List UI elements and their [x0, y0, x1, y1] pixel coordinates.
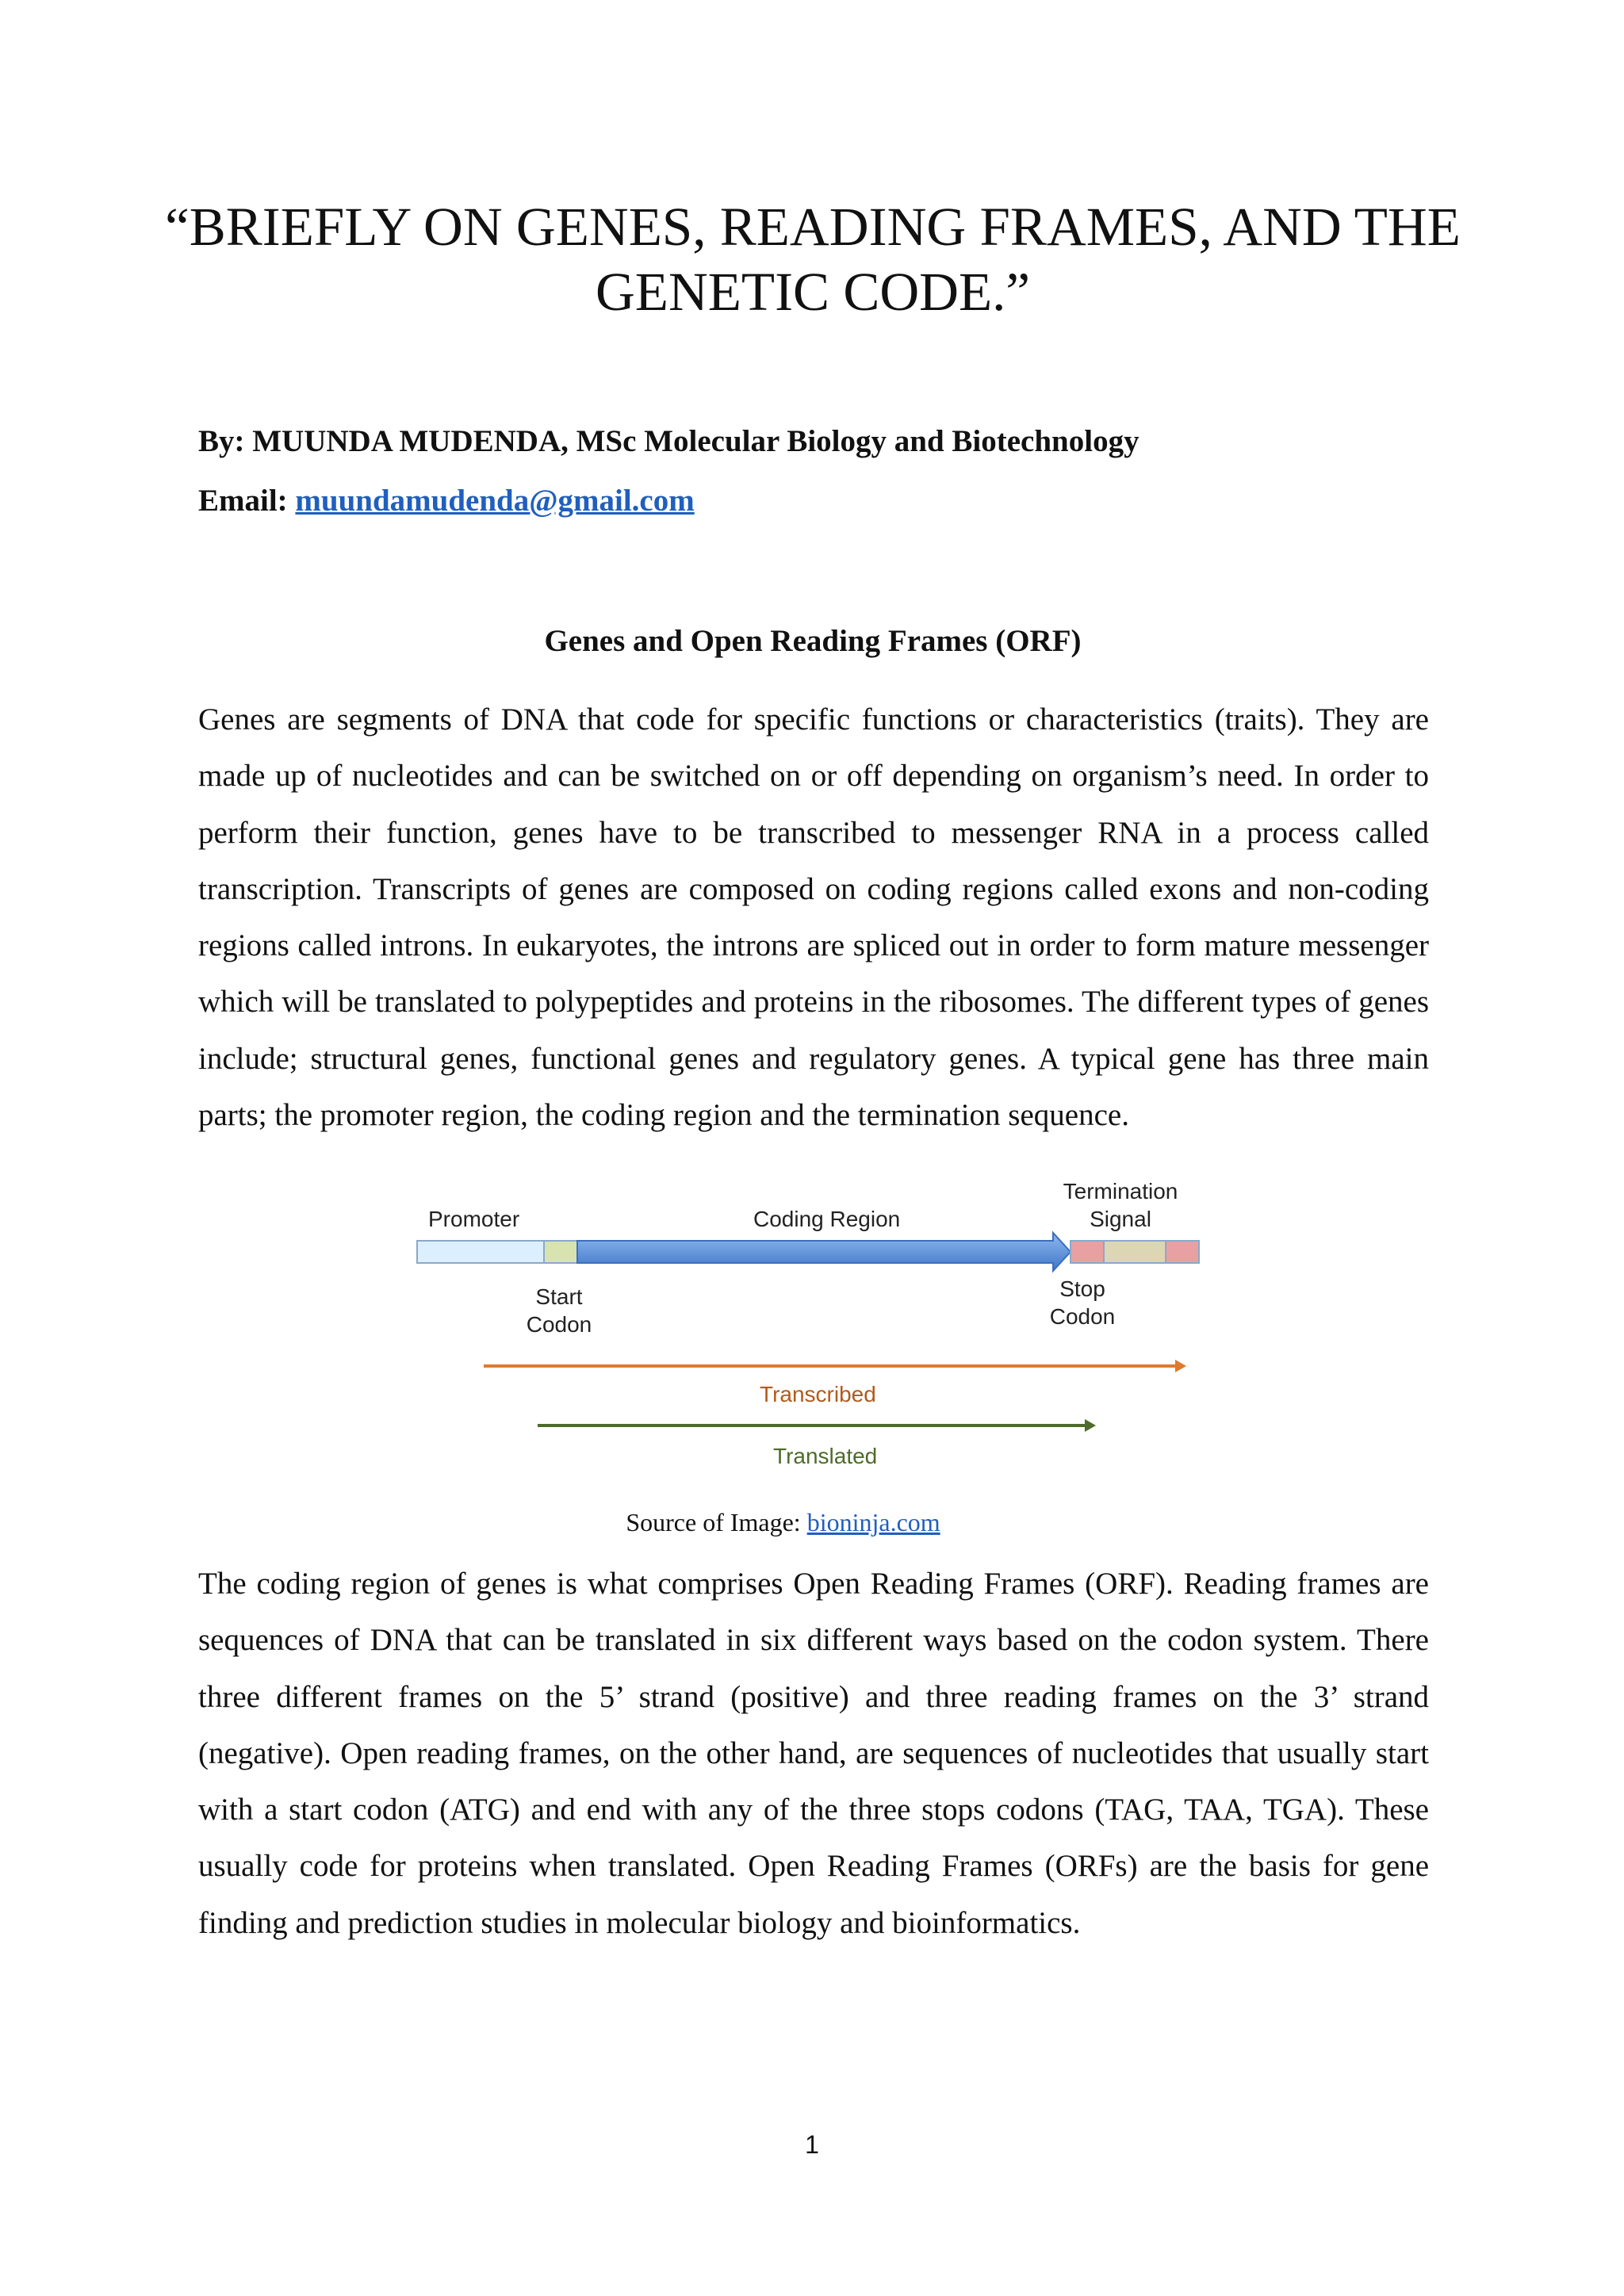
email-line [198, 482, 1467, 520]
document-title: “BRIEFLY ON GENES, READING FRAMES, AND THE GENETIC CODE.” [165, 197, 1461, 322]
termination-label-line2: Signal [1090, 1207, 1151, 1231]
figure-caption [198, 1506, 1368, 1538]
author-name: MUUNDA MUDENDA, MSc Molecular Biology and Biotechnology [252, 424, 1139, 458]
start-codon-label-line1: Start [535, 1284, 583, 1309]
caption-link[interactable]: bioninja.com [806, 1508, 940, 1536]
email-label: Email: [198, 484, 288, 518]
gene-diagram-svg [412, 1169, 1269, 1487]
promoter-region [417, 1241, 544, 1263]
coding-region-label: Coding Region [753, 1207, 901, 1231]
page-number: 1 [805, 2130, 819, 2159]
email-link[interactable]: muundamudenda@gmail.com [295, 484, 695, 518]
stop-codon-block [1071, 1241, 1104, 1263]
coding-region-arrow [577, 1233, 1071, 1271]
byline-label: By: [198, 424, 245, 458]
author-line [198, 423, 1467, 461]
caption-label: Source of Image: [626, 1508, 801, 1536]
termination-label-line1: Termination [1063, 1179, 1178, 1203]
start-codon-label-line2: Codon [526, 1312, 592, 1337]
transcribed-arrowhead [1175, 1360, 1186, 1372]
transcribed-label: Transcribed [760, 1382, 876, 1406]
start-codon-block [544, 1241, 577, 1263]
gene-structure-diagram [412, 1169, 1269, 1487]
paragraph-orf: The coding region of genes is what comprises Open Reading Frames (ORF). Reading frames are sequences of DNA that can be translated in six different ways based on the codon system. There three different frames on the 5’ strand (positive) and three reading frames on the 3’ strand (negative). Open reading frames, on the other hand, are sequences of nucleotides that usually start with a start codon (ATG) and end with any of the three stops codons (TAG, TAA, TGA). These usually code for proteins when translated. Open Reading Frames (ORFs) are the basis for gene finding and prediction studies in molecular biology and bioinformatics. [198, 1567, 1429, 1940]
termination-block [1104, 1241, 1166, 1263]
stop-codon-label-line1: Stop [1059, 1276, 1105, 1301]
paragraph-genes: Genes are segments of DNA that code for specific functions or characteristics (traits). They are made up of nucleotides and can be switched on or off depending on organism’s need. In order to perform their function, genes have to be transcribed to messenger RNA in a process called transcription. Transcripts of genes are composed on coding regions called exons and non-coding regions called introns. In eukaryotes, the introns are spliced out in order to form mature messenger which will be translated to polypeptides and proteins in the ribosomes. The different types of genes include; structural genes, functional genes and regulatory genes. A typical gene has three main parts; the promoter region, the coding region and the termination sequence. [198, 702, 1429, 1133]
translated-label: Translated [773, 1444, 878, 1468]
stop-codon-label-line2: Codon [1049, 1304, 1116, 1329]
section-heading: Genes and Open Reading Frames (ORF) [544, 624, 1082, 658]
termination-signal-block [1166, 1241, 1199, 1263]
promoter-label: Promoter [428, 1207, 520, 1231]
translated-arrowhead [1085, 1419, 1096, 1432]
